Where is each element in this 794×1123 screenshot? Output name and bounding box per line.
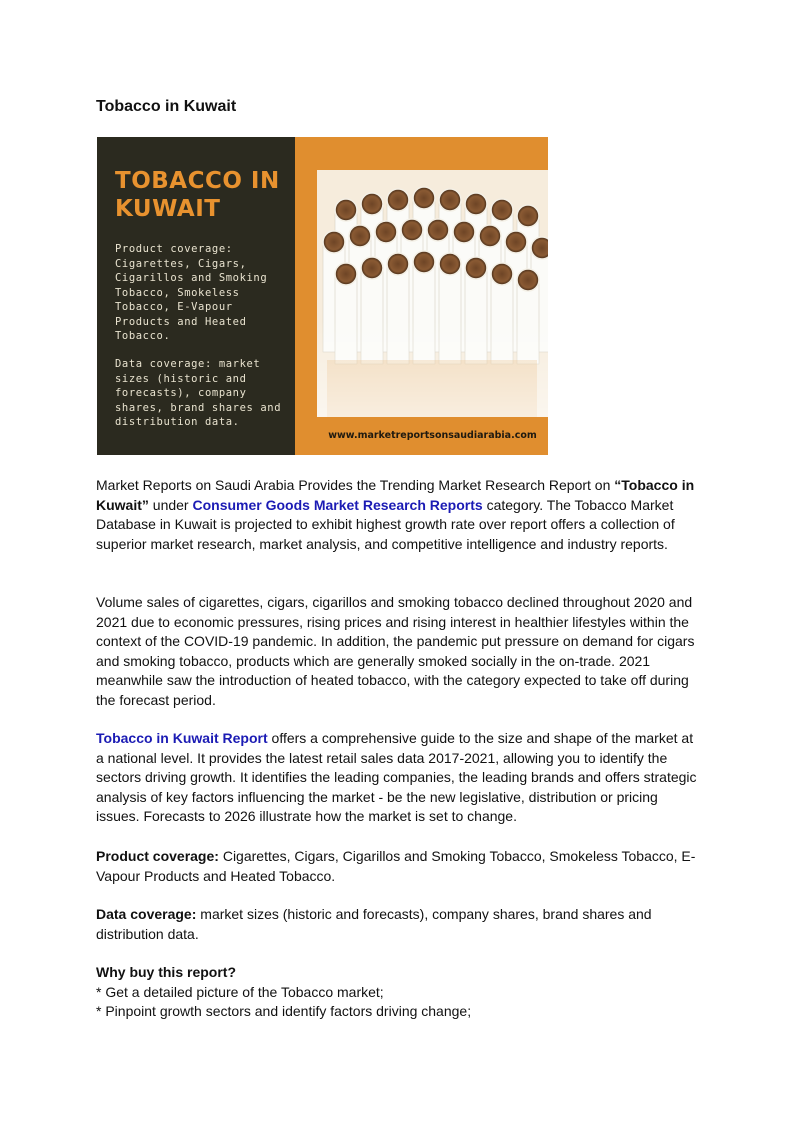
consumer-goods-link[interactable]: Consumer Goods Market Research Reports bbox=[192, 496, 483, 513]
why-buy-item: * Get a detailed picture of the Tobacco market; bbox=[96, 983, 384, 1000]
banner-headline-line-1: TOBACCO IN bbox=[115, 168, 280, 194]
cover-banner bbox=[97, 137, 548, 455]
why-buy-heading: Why buy this report? bbox=[96, 964, 236, 980]
product-coverage-label: Product coverage: bbox=[96, 848, 219, 864]
cigarettes-photo bbox=[317, 170, 548, 417]
report-text: offers a comprehensive guide to the size and shape of the market at a national level. It provides the latest retail sales data 2017-2021, allowing you to identify the sectors driving growth. It identifies the leading companies, the leading brands and offers strategic analysis of key factors influencing the market - be the new legislative, distribution or pricing issues. Forecasts to 2026 illustrate how the market is set to change. bbox=[96, 730, 697, 825]
tobacco-report-link[interactable]: Tobacco in Kuwait Report bbox=[96, 730, 268, 746]
intro-rest: category. The Tobacco Market Database in Kuwait is projected to exhibit highest growth rate over report offers a collection of superior market research, market analysis, and competitive intelligence and industry reports. bbox=[96, 496, 675, 552]
data-coverage-paragraph bbox=[96, 905, 701, 944]
data-coverage-text: market sizes (historic and forecasts), company shares, brand shares and distribution data. bbox=[96, 906, 652, 942]
why-buy-section bbox=[96, 963, 701, 1022]
intro-paragraph bbox=[96, 476, 701, 554]
product-coverage-text: Cigarettes, Cigars, Cigarillos and Smoking Tobacco, Smokeless Tobacco, E-Vapour Products and Heated Tobacco. bbox=[96, 848, 696, 884]
banner-website-url: www.marketreportsonsaudiarabia.com bbox=[328, 430, 537, 441]
banner-product-coverage: Product coverage: Cigarettes, Cigars, Cigarillos and Smoking Tobacco, Smokeless Tobacco, E-Vapour Products and Heated Tobacco. bbox=[115, 243, 268, 342]
banner-headline bbox=[115, 167, 295, 223]
product-coverage-paragraph bbox=[96, 847, 701, 886]
intro-report-title: “Tobacco in Kuwait” bbox=[96, 477, 695, 513]
volume-paragraph: Volume sales of cigarettes, cigars, cigarillos and smoking tobacco declined throughout 2020 and 2021 due to economic pressures, rising prices and rising interest in healthier lifestyles within the context of the COVID-19 pandemic. In addition, the pandemic put pressure on demand for cigars and smoking tobacco, products which are generally smoked socially in the on-trade. 2021 meanwhile saw the introduction of heated tobacco, with the category expected to take off during the forecast period. bbox=[96, 594, 695, 708]
intro-under: under bbox=[148, 496, 193, 513]
banner-data-coverage: Data coverage: market sizes (historic and forecasts), company shares, brand shares and distribution data. bbox=[115, 358, 282, 428]
why-buy-item: * Pinpoint growth sectors and identify factors driving change; bbox=[96, 1003, 472, 1020]
data-coverage-label: Data coverage: bbox=[96, 906, 197, 922]
intro-text: Market Reports on Saudi Arabia Provides the Trending Market Research Report on bbox=[96, 477, 615, 493]
banner-headline-line-2: KUWAIT bbox=[115, 196, 221, 222]
page-title: Tobacco in Kuwait bbox=[96, 98, 237, 115]
report-paragraph bbox=[96, 729, 701, 827]
